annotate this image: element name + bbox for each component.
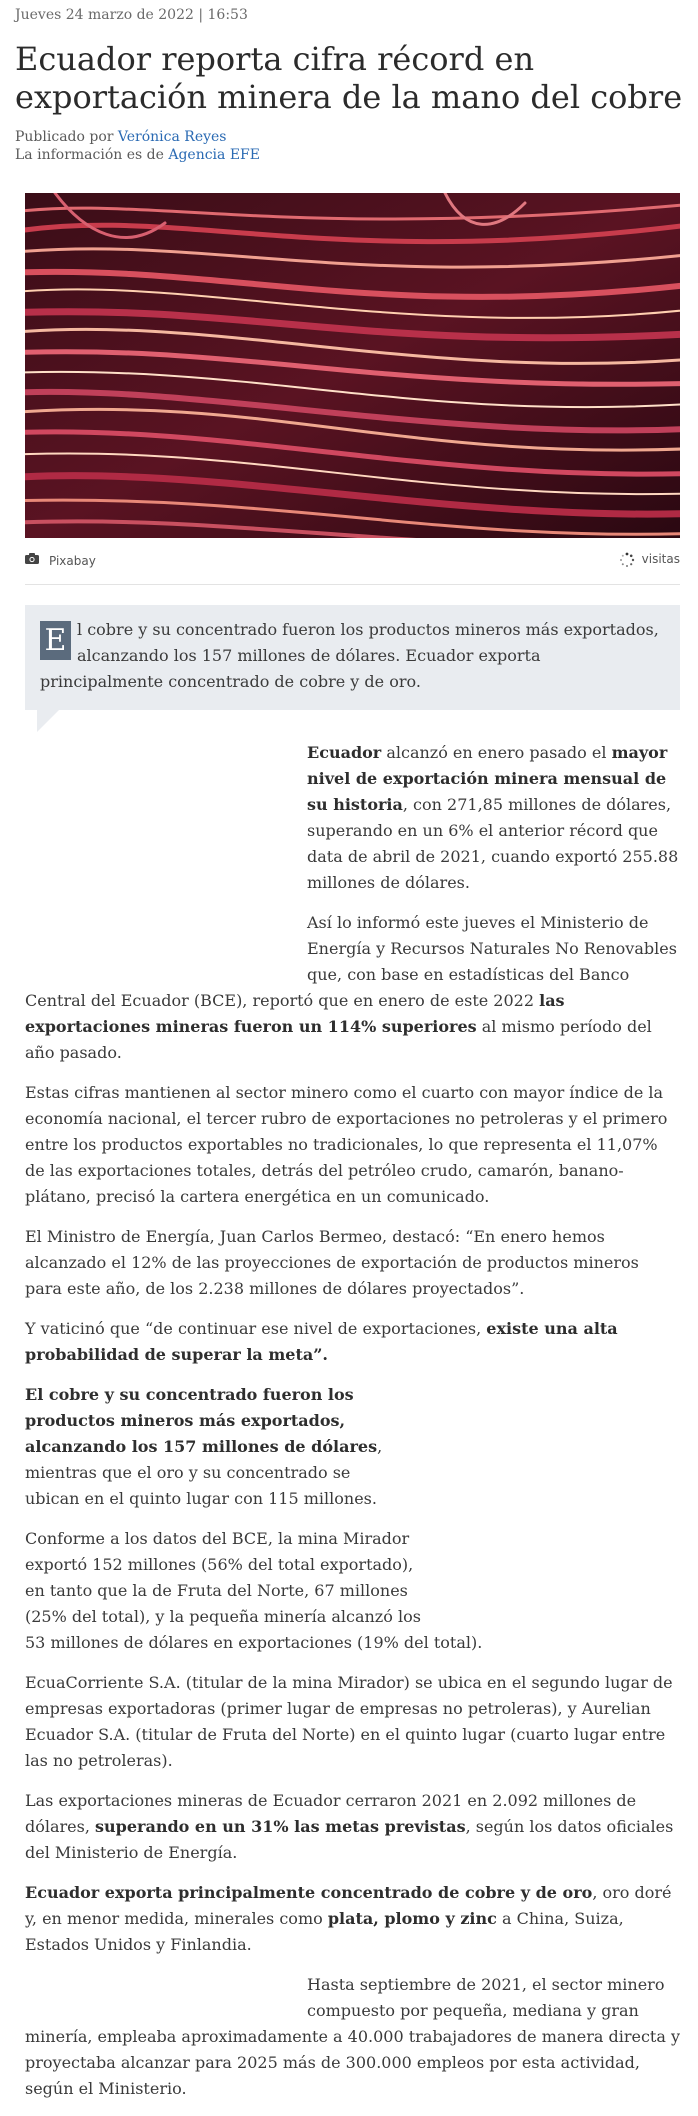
image-caption-row [25,551,680,571]
copper-wire-photo [25,193,680,538]
paragraph-11: Hasta septiembre de 2021, el sector minero compuesto por pequeña, mediana y gran minería, empleaba aproximadamente a 40.000 trabajadores de manera directa y proyectaba alcanzar para 2025 más de 300.000 empleos por esta actividad, según el Ministerio. [25,1975,681,2098]
paragraph-2: Así lo informó este jueves el Ministerio de Energía y Recursos Naturales No Renovables que, con base en estadísticas del Banco Central del Ecuador (BCE), reportó que en enero de este 2022 las exportaciones mineras fueron un 114% superiores al mismo período del año pasado. [25,913,677,1062]
ad-space-2 [25,1972,307,2008]
lead-summary [25,605,680,710]
paragraph-10: Ecuador exporta principalmente concentrado de cobre y de oro, oro doré y, en menor medida, minerales como plata, plomo y zinc a China, Suiza, Estados Unidos y Finlandia. [25,1883,672,1954]
paragraph-8: EcuaCorriente S.A. (titular de la mina Mirador) se ubica en el segundo lugar de empresas exportadoras (primer lugar de empresas no petroleras), y Aurelian Ecuador S.A. (titular de Fruta del Norte) en el quinto lugar (cuarto lugar entre las no petroleras). [25,1673,673,1770]
source-link[interactable]: Agencia EFE [168,147,260,163]
visits-label: visitas [641,552,680,566]
lead-text: l cobre y su concentrado fueron los productos mineros más exportados, alcanzando los 157 millones de dólares. Ecuador exporta principalmente concentrado de cobre y de oro. [40,620,659,691]
source-line [15,146,260,164]
article-dateline: Jueves 24 marzo de 2022 | 16:53 [15,7,248,23]
author-line [15,128,260,146]
published-prefix: Publicado por [15,129,118,145]
paragraph-6: El cobre y su concentrado fueron los productos mineros más exportados, alcanzando los 157 millones de dólares, mientras que el oro y su concentrado se ubican en el quinto lugar con 115 millones. [25,1385,383,1508]
article-headline: Ecuador reporta cifra récord en exportación minera de la mano del cobre [15,40,683,116]
camera-icon [25,553,39,564]
source-prefix: La información es de [15,147,169,163]
paragraph-3: Estas cifras mantienen al sector minero como el cuarto con mayor índice de la economía nacional, el tercer rubro de exportaciones no petroleras y el primero entre los productos exportables no tradicionales, lo que representa el 11,07% de las exportaciones totales, detrás del petróleo crudo, camarón, banano-plátano, precisó la cartera energética en un comunicado. [25,1083,668,1206]
divider [25,584,680,585]
photo-credit: Pixabay [49,554,96,568]
paragraph-4: El Ministro de Energía, Juan Carlos Bermeo, destacó: “En enero hemos alcanzado el 12% de las proyecciones de exportación de productos mineros para este año, de los 2.238 millones de dólares proyectados”. [25,1227,639,1298]
article-body [25,740,680,2116]
paragraph-5: Y vaticinó que “de continuar ese nivel de exportaciones, existe una alta probabilidad de superar la meta”. [25,1319,618,1364]
paragraph-9: Las exportaciones mineras de Ecuador cerraron 2021 en 2.092 millones de dólares, superando en un 31% las metas previstas, según los datos oficiales del Ministerio de Energía. [25,1791,674,1862]
lead-dropcap: E [40,621,71,660]
loading-spinner-icon [619,552,635,568]
paragraph-7: Conforme a los datos del BCE, la mina Mirador exportó 152 millones (56% del total exportado), en tanto que la de Fruta del Norte, 67 millones (25% del total), y la pequeña minería alcanzó los 53 millones de dólares en exportaciones (19% del total). [25,1529,483,1652]
paragraph-1: Ecuador alcanzó en enero pasado el mayor nivel de exportación minera mensual de su historia, con 271,85 millones de dólares, superando en un 6% el anterior récord que data de abril de 2021, cuando exportó 255.88 millones de dólares. [307,743,679,892]
author-link[interactable]: Verónica Reyes [117,129,227,145]
ad-space [25,740,307,980]
lead-summary-tail [37,710,59,732]
byline [15,128,260,164]
